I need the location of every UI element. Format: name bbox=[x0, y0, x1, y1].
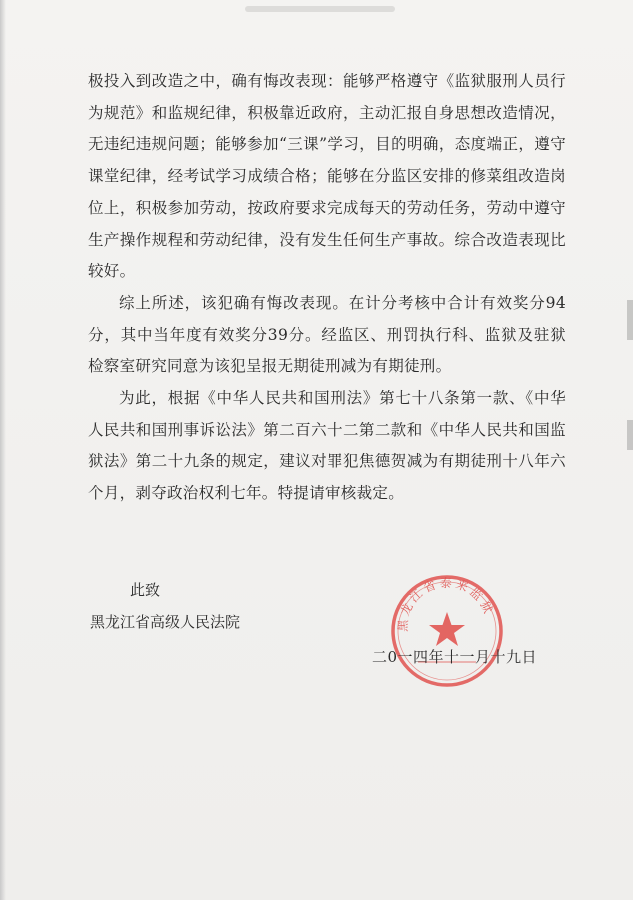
paragraph: 极投入到改造之中，确有悔改表现：能够严格遵守《监狱服刑人员行为规范》和监规纪律，积极靠近政府，主动汇报自身思想改造情况，无违纪违规问题；能够参加“三课”学习，目的明确，态度端正，遵守课堂纪律，经考试学习成绩合格；能够在分监区安排的修菜组改造岗位上，积极参加劳动，按政府要求完成每天的劳动任务，劳动中遵守生产操作规程和劳动纪律，没有发生任何生产事故。综合改造表现比较好。 bbox=[88, 72, 566, 281]
official-seal bbox=[388, 572, 506, 690]
scan-smudge bbox=[245, 6, 395, 12]
document-date: 二0一四年十一月十九日 bbox=[372, 648, 538, 666]
scan-margin-mark bbox=[627, 420, 633, 450]
star-icon bbox=[429, 612, 465, 646]
paragraph: 为此，根据《中华人民共和国刑法》第七十八条第一款、《中华人民共和国刑事诉讼法》第二百六十二第二款和《中华人民共和国监狱法》第二十九条的规定，建议对罪犯焦德贺减为有期徒刑十八年六个月，剥夺政治权利七年。特提请审核裁定。 bbox=[88, 389, 566, 503]
scan-edge-shadow bbox=[0, 0, 6, 900]
addressee: 黑龙江省高级人民法院 bbox=[90, 613, 241, 631]
svg-text:黑龙江省泰来监狱: 黑龙江省泰来监狱 bbox=[395, 576, 497, 633]
paragraph: 综上所述，该犯确有悔改表现。在计分考核中合计有效奖分94分，其中当年度有效奖分39分。经监区、刑罚执行科、监狱及驻狱检察室研究同意为该犯呈报无期徒刑减为有期徒刑。 bbox=[88, 293, 566, 376]
document-body bbox=[88, 66, 566, 510]
scan-margin-mark bbox=[627, 300, 633, 340]
salutation: 此致 bbox=[130, 581, 161, 599]
